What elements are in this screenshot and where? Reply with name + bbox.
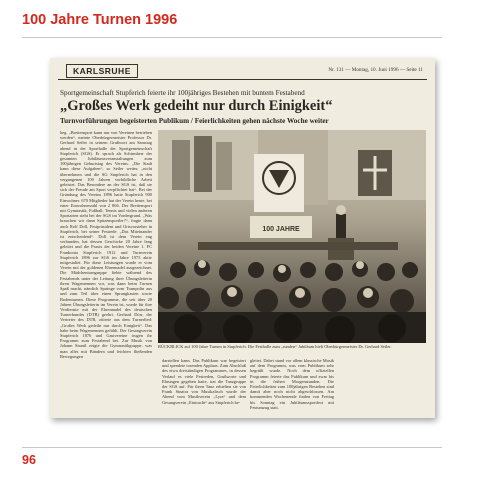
photo-caption xyxy=(158,344,426,349)
article-headline: „Großes Werk gedeiht nur durch Einigkeit“ xyxy=(60,98,333,114)
page-number: 96 xyxy=(22,453,36,467)
newspaper-clipping xyxy=(50,58,435,418)
article-column-right: gleitet. Dabei stand vor allem klassische Musik auf dem Programm, was vom Publikum sehr begrüßt wurde. Noch dem offiziellen Programm feierte das Publikum und zwar bis in die frühen Morgenstunden. Die Feierlichkeiten zum 100jährigen Bestehen sind damit aber noch nicht abgeschlossen. Am kommenden Wochenende finden von Freitag bis Sonntag ein Jubiläumssportfest mit Festumzug statt. xyxy=(250,358,334,410)
issue-line: Nr. 131 — Montag, 10. Juni 1996 — Seite 11 xyxy=(328,67,423,73)
event-photo xyxy=(158,130,426,343)
masthead xyxy=(58,64,427,78)
page-title: 100 Jahre Turnen 1996 xyxy=(22,12,178,28)
article-kicker: Sportgemeinschaft Stupferich feierte ihr 100jähriges Bestehen mit buntem Festabend xyxy=(60,89,305,97)
footer-divider xyxy=(22,447,442,448)
article-column-left: heg. „Breitensport kann nur von Vereinen betrieben werden“, meinte Oberbürgermeister Professor Dr. Gerhard Seiler in seinem Grußwort am Samstag abend in der Sporthalle der Sportgemeinschaft Stupferich (SGS). Er sprach als Schirmherr der gesamten Jubiläumsveranstaltungen zum 100jährigen Geburtstag des Vereins. „Die Stadt kann diese Aufgaben“, so Seiler weiter, „nicht übernehmen und die SG Stupferich hat in den vergangenen 100 Jahren vorbildliche Arbeit geleistet. Das Besondere an der SGS ist, daß sie sich der Freude am Sport verpflichtet hat“. Bei der Gründung des Vereins 1896 hatte Stupferich 900 Einwohner. 670 Mitglieder hat der Verein heute, bei einer Einwohnerzahl von 2 866. Der Breitensport mit Gymnastik, Fußball, Tennis und vielen anderen Sportarten steht bei der SGS im Vordergrund. „Was brauchen wir dann Spitzensportler?“, fragte dann auch Rolf Doll, Festpräsident und Ortsvorsteher in Stupferich, bei seiner Festrede. „Das Miteinander ist entscheidend“. Doll ist dem Verein eng verbunden, hat dessen Geschicke 20 Jahre lang geleitet und die Praxis der beiden Vereine 1. FC Frankonia Stupferich 1912 und Turnverein Stupferich 1896 zur SGS im Jahre 1973 aktiv mitgestaltet. Für diese Leistungen wurde er vom Verein mit der goldenen Ehrennadel ausgezeichnet. Die Mädchenturngruppe fiebte während des Festabends unter der Leitung ihrer Übungsleiterin ihren Wagenrennen vor, was dann beim Turnen Spaß macht, nämlich Sprünge vom Trampolin aus und zum Teil über einen Sprungkasten sowie Bodenturnen. Diese Programme, die seit über 20 Jahren Übungsleiterin im Verein ist, wurde für ihre Verdienste mit der Ehrennadel des deutschen Turnerbundes (DTB) geehrt. Gerhard Dörr, der Vertreter des DTB, zitierte aus dem Turnerlied: „Großes Werk gedeiht nur durch Einigkeit“. Das habe beim Wagenrennen gefühlt. Der Gesangverein Stupferich 1876 und Gastvereine trugen ihr Programm zum Festabend bei. Zur Musik von Johann Strauß zeigte die Gymnastikgruppe, was man alles mit Bändern und leichten fließenden Bewegungen xyxy=(60,130,152,359)
masthead-divider xyxy=(58,79,427,80)
event-photo-image xyxy=(158,130,426,343)
photo-banner-number: 100 JAHRE xyxy=(262,226,300,233)
photo-caption-text: RÜCKBLICK auf 100 Jahre Turnen in Stupferich: Die Festhalle zum „runden“ Jubiläum hielt Oberbürgermeister Dr. Gerhard Seiler. xyxy=(158,344,392,349)
article-subhead: Turnvorführungen begeisterten Publikum / Feierlichkeiten gehen nächste Woche weiter xyxy=(60,117,329,125)
article-column-middle: darstellen kann. Das Publikum war begeistert und spendete tosenden Applaus. Zum Abschluß des etwa dreistündigen Programmes, in dessen Verlauf es viele Festreden, Grußworte und Ehrungen gegeben hatte, trat die Tanzgruppe der SGS auf. Für ihren Tanz erhielten sie von Frank Sinatra von Musikalisch wurde der Abend vom Musikverein „Lyra“ und dem Gesangverein „Eintracht“ aus Stupferich be- xyxy=(162,358,246,405)
newspaper-name: KARLSRUHE xyxy=(66,64,138,78)
header-divider xyxy=(22,37,442,38)
